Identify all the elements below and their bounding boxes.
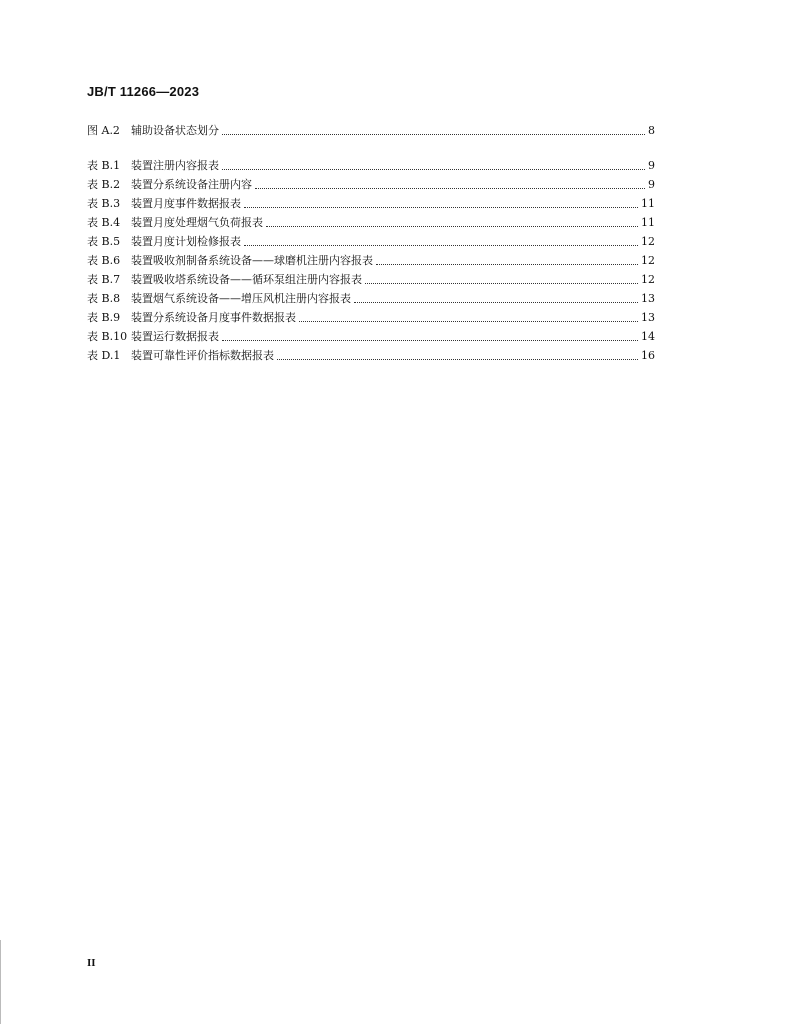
toc-entry[interactable] (87, 251, 655, 270)
toc-entry-title: 装置吸收剂制备系统设备——球磨机注册内容报表 (131, 254, 373, 267)
toc-entry-page: 16 (641, 349, 655, 362)
toc-entry-title: 装置吸收塔系统设备——循环泵组注册内容报表 (131, 273, 362, 286)
toc-entry-page: 13 (641, 311, 655, 324)
toc-entry[interactable] (87, 289, 655, 308)
toc-entry-label: 表 B.4 (87, 216, 121, 229)
toc-entry-page: 14 (641, 330, 655, 343)
toc-entry[interactable] (87, 175, 655, 194)
toc-dot-leader (277, 358, 638, 360)
toc-dot-leader (266, 225, 638, 227)
toc-dot-leader (244, 206, 638, 208)
toc-entry-page: 8 (648, 124, 655, 137)
toc-entry-page: 12 (641, 273, 655, 286)
page-number: II (87, 957, 96, 969)
toc-entry-title: 装置运行数据报表 (131, 330, 219, 343)
toc-dot-leader (222, 133, 645, 135)
page-edge-line (0, 940, 1, 1024)
toc-dot-leader (376, 263, 638, 265)
toc-dot-leader (299, 320, 638, 322)
toc-entry-title: 装置注册内容报表 (131, 159, 219, 172)
toc-entry-title: 装置可靠性评价指标数据报表 (131, 349, 274, 362)
toc-entry-page: 9 (648, 178, 655, 191)
toc-entry[interactable] (87, 156, 655, 175)
table-of-contents (87, 121, 655, 365)
toc-dot-leader (354, 301, 638, 303)
toc-entry-page: 13 (641, 292, 655, 305)
toc-entry-label: 表 B.6 (87, 254, 121, 267)
toc-entry-label: 表 B.5 (87, 235, 121, 248)
toc-dot-leader (365, 282, 638, 284)
toc-entry[interactable] (87, 213, 655, 232)
toc-entry-label: 表 B.8 (87, 292, 121, 305)
toc-entry-title: 装置烟气系统设备——增压风机注册内容报表 (131, 292, 351, 305)
toc-entry-label: 图 A.2 (87, 124, 120, 137)
toc-entry[interactable] (87, 232, 655, 251)
toc-entry-label: 表 B.1 (87, 159, 121, 172)
toc-entry-title: 装置月度事件数据报表 (131, 197, 241, 210)
toc-entry[interactable] (87, 194, 655, 213)
toc-dot-leader (255, 187, 645, 189)
toc-entry-label: 表 B.2 (87, 178, 121, 191)
toc-entry[interactable] (87, 121, 655, 140)
toc-entry[interactable] (87, 270, 655, 289)
toc-entry-title: 辅助设备状态划分 (131, 124, 219, 137)
toc-entry-label: 表 D.1 (87, 349, 121, 362)
toc-dot-leader (244, 244, 638, 246)
document-number: JB/T 11266—2023 (87, 84, 200, 99)
toc-entry-page: 11 (641, 197, 655, 210)
toc-entry-page: 11 (641, 216, 655, 229)
toc-entry-label: 表 B.3 (87, 197, 121, 210)
toc-entry[interactable] (87, 346, 655, 365)
toc-entry[interactable] (87, 327, 655, 346)
toc-entry-title: 装置月度计划检修报表 (131, 235, 241, 248)
toc-entry-title: 装置月度处理烟气负荷报表 (131, 216, 263, 229)
toc-entry-label: 表 B.10 (87, 330, 128, 343)
toc-entry-title: 装置分系统设备注册内容 (131, 178, 252, 191)
toc-entry-page: 12 (641, 254, 655, 267)
toc-entry-page: 9 (648, 159, 655, 172)
toc-entry-page: 12 (641, 235, 655, 248)
toc-entry-label: 表 B.9 (87, 311, 121, 324)
toc-entry-title: 装置分系统设备月度事件数据报表 (131, 311, 296, 324)
toc-entry-label: 表 B.7 (87, 273, 121, 286)
toc-dot-leader (222, 168, 645, 170)
toc-entry[interactable] (87, 308, 655, 327)
toc-dot-leader (222, 339, 638, 341)
